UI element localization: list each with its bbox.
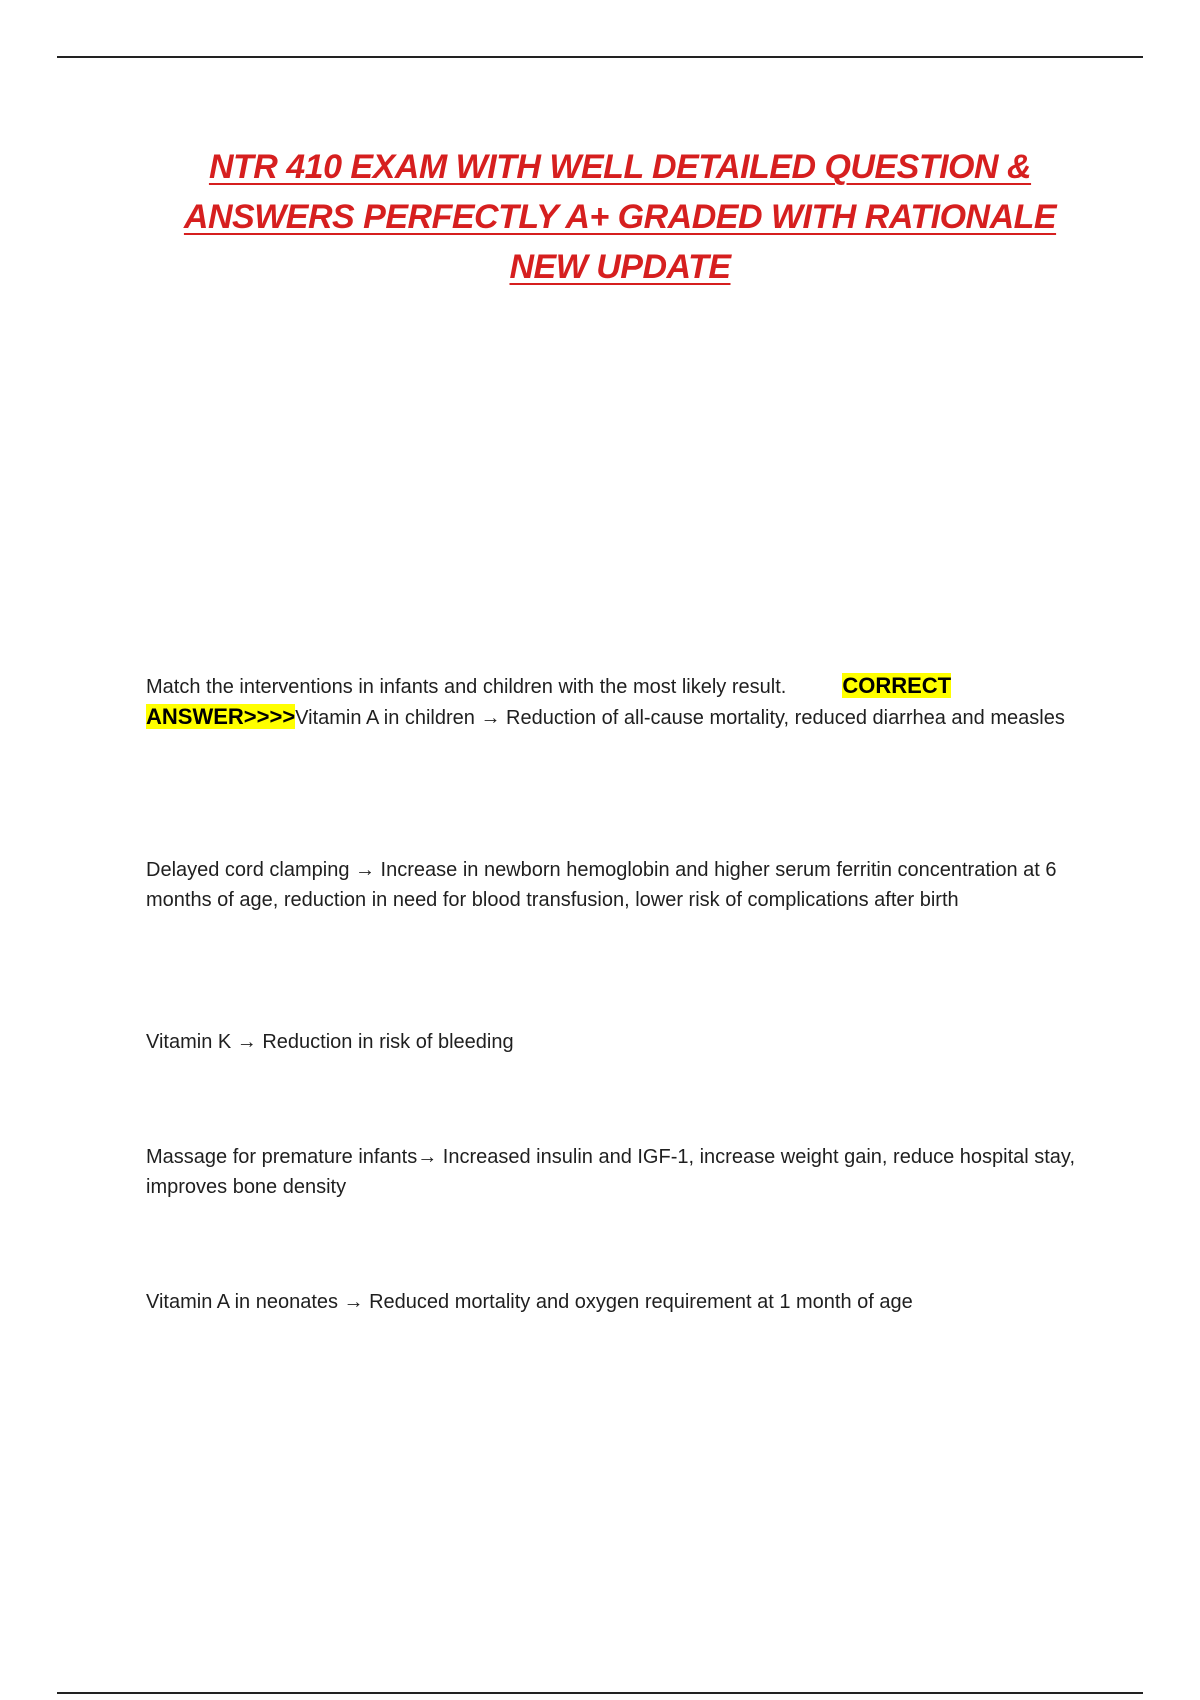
document-title — [140, 142, 1100, 292]
title-line-2: ANSWERS PERFECTLY A+ GRADED WITH RATIONALE — [183, 198, 1057, 236]
title-line-1: NTR 410 EXAM WITH WELL DETAILED QUESTION & — [208, 148, 1032, 186]
bottom-rule — [57, 1692, 1143, 1694]
answer-item-5: Vitamin A in neonates → Reduced mortality and oxygen requirement at 1 month of age — [146, 1291, 913, 1313]
answer-item-1: Vitamin A in children → Reduction of all-cause mortality, reduced diarrhea and measles — [295, 707, 1065, 729]
question-text: Match the interventions in infants and children with the most likely result. — [146, 676, 787, 698]
answer-item-4: Massage for premature infants→ Increased insulin and IGF-1, increase weight gain, reduce hospital stay, improves bone density — [146, 1146, 1075, 1198]
answer-label-arrow: ANSWER>>>> — [146, 704, 296, 729]
answer-item-3: Vitamin K → Reduction in risk of bleeding — [146, 1031, 514, 1053]
answer-item-2: Delayed cord clamping → Increase in newborn hemoglobin and higher serum ferritin concentration at 6 months of age, reduction in need for blood transfusion, lower risk of complications after birth — [146, 859, 1057, 911]
answer-label-correct: CORRECT — [842, 673, 952, 698]
title-line-3: NEW UPDATE — [509, 248, 731, 286]
top-rule — [57, 56, 1143, 58]
question-block — [146, 671, 1086, 733]
